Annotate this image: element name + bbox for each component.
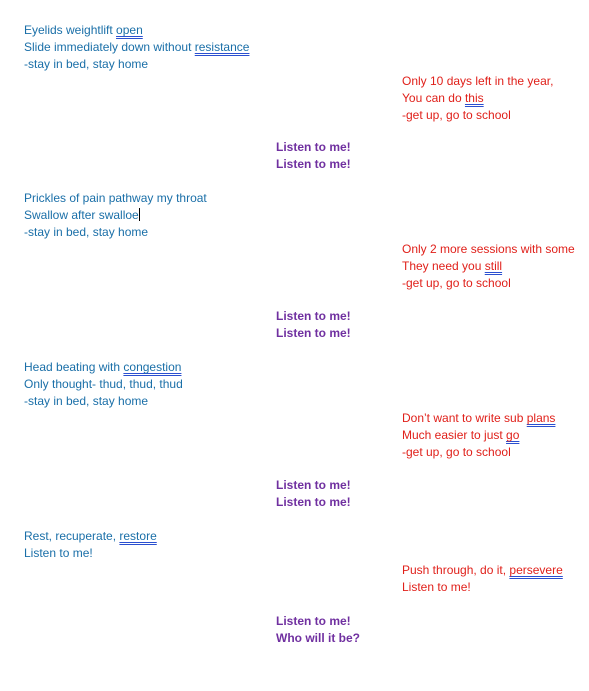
chorus-line: Listen to me! [276, 140, 351, 154]
poem-line [24, 528, 157, 545]
chorus-line: Listen to me! [276, 326, 351, 340]
chorus-line: Listen to me! [276, 614, 351, 628]
spellcheck-flagged-word[interactable]: open [116, 23, 143, 37]
poem-line [402, 258, 575, 275]
line-text: They need you [402, 259, 485, 273]
poem-line: Only 10 days left in the year, [402, 74, 554, 88]
stanza-stay-2 [24, 190, 207, 241]
poem-line: Listen to me! [402, 580, 471, 594]
poem-line [402, 427, 555, 444]
line-text: Head beating with [24, 360, 124, 374]
spellcheck-flagged-word[interactable]: this [464, 91, 484, 105]
poem-line: Only thought- thud, thud, thud [24, 377, 183, 391]
refrain-go: -get up, go to school [402, 276, 511, 290]
closing-line: Who will it be? [276, 631, 360, 645]
poem-line: Only 2 more sessions with some [402, 242, 575, 256]
line-text: Much easier to just [402, 428, 507, 442]
chorus-line: Listen to me! [276, 495, 351, 509]
poem-line: Listen to me! [24, 546, 93, 560]
line-text: Eyelids weightlift [24, 23, 117, 37]
chorus-line: Listen to me! [276, 478, 351, 492]
spellcheck-flagged-word[interactable]: congestion [123, 360, 182, 374]
chorus-line: Listen to me! [276, 157, 351, 171]
poem-line [402, 410, 555, 427]
poem-line [24, 22, 249, 39]
spellcheck-flagged-word[interactable]: persevere [509, 563, 563, 577]
chorus-2 [276, 308, 351, 342]
line-text: Swallow after swalloe [24, 208, 139, 222]
chorus-1 [276, 139, 351, 173]
refrain-go: -get up, go to school [402, 108, 511, 122]
chorus-4 [276, 613, 360, 647]
refrain-stay: -stay in bed, stay home [24, 394, 149, 408]
line-text: Rest, recuperate, [24, 529, 120, 543]
spellcheck-flagged-word[interactable]: go [506, 428, 520, 442]
stanza-stay-4 [24, 528, 157, 562]
spellcheck-flagged-word[interactable]: plans [526, 411, 556, 425]
poem-line [402, 90, 553, 107]
spellcheck-flagged-word[interactable]: still [484, 259, 503, 273]
poem-line: Prickles of pain pathway my throat [24, 191, 207, 205]
stanza-go-4 [402, 562, 563, 596]
text-cursor [139, 208, 140, 221]
stanza-go-2 [402, 241, 575, 292]
refrain-stay: -stay in bed, stay home [24, 57, 149, 71]
line-text: Don’t want to write sub [402, 411, 527, 425]
stanza-go-1 [402, 73, 553, 124]
poem-line [402, 562, 563, 579]
stanza-stay-1 [24, 22, 249, 73]
poem-line [24, 207, 207, 224]
stanza-go-3 [402, 410, 555, 461]
stanza-stay-3 [24, 359, 183, 410]
line-text: You can do [402, 91, 465, 105]
chorus-3 [276, 477, 351, 511]
line-text: Slide immediately down without [24, 40, 195, 54]
refrain-go: -get up, go to school [402, 445, 511, 459]
poem-line [24, 359, 183, 376]
spellcheck-flagged-word[interactable]: restore [119, 529, 157, 543]
line-text: Push through, do it, [402, 563, 510, 577]
refrain-stay: -stay in bed, stay home [24, 225, 149, 239]
chorus-line: Listen to me! [276, 309, 351, 323]
poem-line [24, 39, 249, 56]
spellcheck-flagged-word[interactable]: resistance [194, 40, 250, 54]
